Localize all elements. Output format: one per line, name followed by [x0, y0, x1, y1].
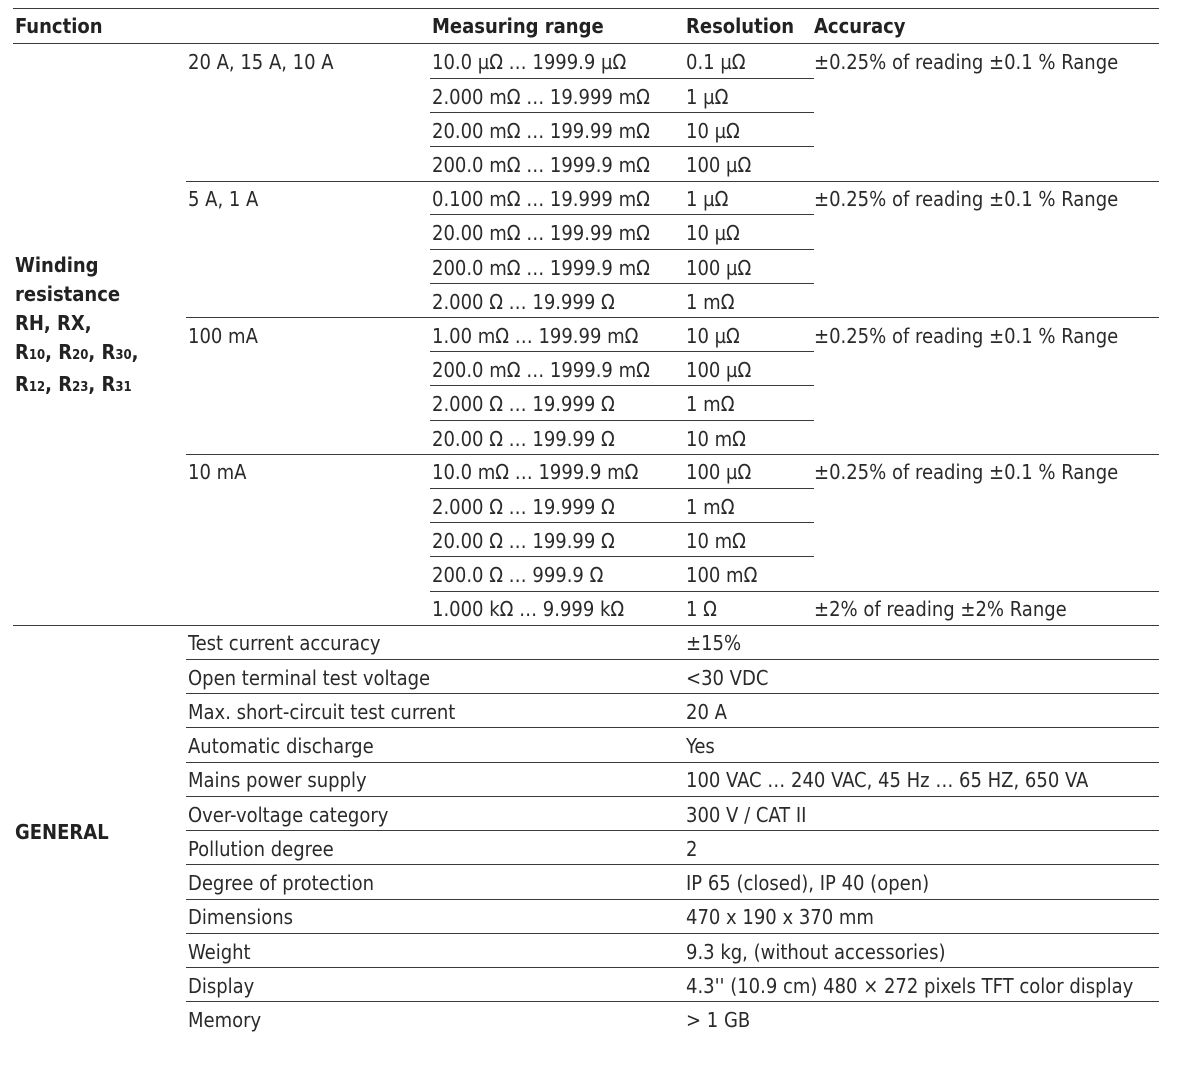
group-current: 100 mA — [188, 324, 258, 348]
range-cell: 20.00 mΩ … 199.99 mΩ — [432, 119, 650, 143]
general-row-name: Dimensions — [188, 905, 294, 929]
group-accuracy: ±0.25% of reading ±0.1 % Range — [814, 460, 1119, 484]
resolution-cell: 100 µΩ — [686, 358, 752, 382]
general-row-rule — [186, 967, 1159, 968]
general-row-value: Yes — [686, 734, 715, 758]
range-cell: 2.000 mΩ … 19.999 mΩ — [432, 85, 650, 109]
row-rule — [430, 420, 814, 421]
resolution-cell: 1 µΩ — [686, 85, 729, 109]
resolution-cell: 1 mΩ — [686, 495, 735, 519]
general-row-rule — [186, 933, 1159, 934]
header-function: Function — [15, 14, 103, 38]
general-row-value: IP 65 (closed), IP 40 (open) — [686, 871, 930, 895]
general-row-name: Mains power supply — [188, 768, 367, 792]
group-accuracy: ±0.25% of reading ±0.1 % Range — [814, 187, 1119, 211]
group-rule — [186, 317, 1159, 318]
general-row-rule — [186, 830, 1159, 831]
general-row-rule — [186, 762, 1159, 763]
row-rule — [430, 351, 814, 352]
general-row-value: 470 x 190 x 370 mm — [686, 905, 874, 929]
general-row-name: Weight — [188, 940, 251, 964]
general-row-value: <30 VDC — [686, 666, 769, 690]
range-cell: 20.00 Ω … 199.99 Ω — [432, 427, 615, 451]
header-measuring-range: Measuring range — [432, 14, 604, 38]
row-rule — [430, 591, 1159, 592]
resolution-cell: 10 µΩ — [686, 221, 740, 245]
general-row-name: Over-voltage category — [188, 803, 389, 827]
range-cell: 10.0 µΩ … 1999.9 µΩ — [432, 50, 627, 74]
group-accuracy: ±0.25% of reading ±0.1 % Range — [814, 324, 1119, 348]
general-row-value: ±15% — [686, 631, 742, 655]
winding-label-line: R10, R20, R30, — [15, 340, 139, 364]
header-resolution: Resolution — [686, 14, 795, 38]
group-current: 20 A, 15 A, 10 A — [188, 50, 334, 74]
general-row-name: Display — [188, 974, 255, 998]
accuracy-cell: ±2% of reading ±2% Range — [814, 597, 1067, 621]
general-row-value: 20 A — [686, 700, 727, 724]
range-cell: 200.0 mΩ … 1999.9 mΩ — [432, 256, 650, 280]
winding-resistance-label — [15, 251, 138, 402]
resolution-cell: 1 mΩ — [686, 290, 735, 314]
general-row-value: 2 — [686, 837, 698, 861]
range-cell: 200.0 mΩ … 1999.9 mΩ — [432, 153, 650, 177]
row-rule — [430, 488, 814, 489]
general-row-name: Max. short-circuit test current — [188, 700, 456, 724]
range-cell: 2.000 Ω … 19.999 Ω — [432, 495, 615, 519]
winding-label-line: R12, R23, R31 — [15, 372, 132, 396]
resolution-cell: 10 µΩ — [686, 324, 740, 348]
resolution-cell: 10 µΩ — [686, 119, 740, 143]
general-label: GENERAL — [15, 820, 109, 844]
general-row-rule — [186, 899, 1159, 900]
row-rule — [430, 78, 814, 79]
general-row-rule — [186, 864, 1159, 865]
general-row-name: Pollution degree — [188, 837, 334, 861]
range-cell: 0.100 mΩ … 19.999 mΩ — [432, 187, 650, 211]
section-rule — [13, 625, 1159, 626]
row-rule — [430, 556, 814, 557]
general-row-value: 100 VAC … 240 VAC, 45 Hz … 65 HZ, 650 VA — [686, 768, 1089, 792]
range-cell: 1.000 kΩ … 9.999 kΩ — [432, 597, 625, 621]
winding-label-line: Winding — [15, 253, 99, 277]
group-current: 5 A, 1 A — [188, 187, 259, 211]
group-rule — [186, 454, 1159, 455]
general-row-name: Automatic discharge — [188, 734, 374, 758]
general-row-value: 9.3 kg, (without accessories) — [686, 940, 946, 964]
general-row-rule — [186, 693, 1159, 694]
row-rule — [430, 214, 814, 215]
resolution-cell: 1 mΩ — [686, 392, 735, 416]
resolution-cell: 100 µΩ — [686, 256, 752, 280]
range-cell: 1.00 mΩ … 199.99 mΩ — [432, 324, 639, 348]
general-row-name: Open terminal test voltage — [188, 666, 431, 690]
row-rule — [430, 112, 814, 113]
resolution-cell: 10 mΩ — [686, 427, 746, 451]
row-rule — [430, 522, 814, 523]
range-cell: 2.000 Ω … 19.999 Ω — [432, 290, 615, 314]
resolution-cell: 100 mΩ — [686, 563, 758, 587]
winding-label-line: resistance — [15, 282, 121, 306]
general-row-value: > 1 GB — [686, 1008, 751, 1032]
general-row-value: 4.3'' (10.9 cm) 480 × 272 pixels TFT color display — [686, 974, 1134, 998]
general-row-name: Degree of protection — [188, 871, 375, 895]
winding-label-line: RH, RX, — [15, 311, 92, 335]
table-top-rule — [13, 8, 1159, 9]
resolution-cell: 1 µΩ — [686, 187, 729, 211]
range-cell: 200.0 mΩ … 1999.9 mΩ — [432, 358, 650, 382]
header-rule — [13, 43, 1159, 44]
general-row-value: 300 V / CAT II — [686, 803, 807, 827]
general-row-rule — [186, 727, 1159, 728]
range-cell: 20.00 Ω … 199.99 Ω — [432, 529, 615, 553]
row-rule — [430, 385, 814, 386]
resolution-cell: 10 mΩ — [686, 529, 746, 553]
group-rule — [186, 181, 1159, 182]
resolution-cell: 1 Ω — [686, 597, 717, 621]
general-row-rule — [186, 1001, 1159, 1002]
header-accuracy: Accuracy — [814, 14, 906, 38]
general-row-name: Memory — [188, 1008, 262, 1032]
general-row-name: Test current accuracy — [188, 631, 381, 655]
range-cell: 10.0 mΩ … 1999.9 mΩ — [432, 460, 639, 484]
range-cell: 200.0 Ω … 999.9 Ω — [432, 563, 604, 587]
general-row-rule — [186, 659, 1159, 660]
row-rule — [430, 249, 814, 250]
range-cell: 2.000 Ω … 19.999 Ω — [432, 392, 615, 416]
row-rule — [430, 283, 814, 284]
resolution-cell: 100 µΩ — [686, 460, 752, 484]
range-cell: 20.00 mΩ … 199.99 mΩ — [432, 221, 650, 245]
row-rule — [430, 146, 814, 147]
resolution-cell: 0.1 µΩ — [686, 50, 746, 74]
group-current: 10 mA — [188, 460, 247, 484]
group-accuracy: ±0.25% of reading ±0.1 % Range — [814, 50, 1119, 74]
resolution-cell: 100 µΩ — [686, 153, 752, 177]
general-row-rule — [186, 796, 1159, 797]
